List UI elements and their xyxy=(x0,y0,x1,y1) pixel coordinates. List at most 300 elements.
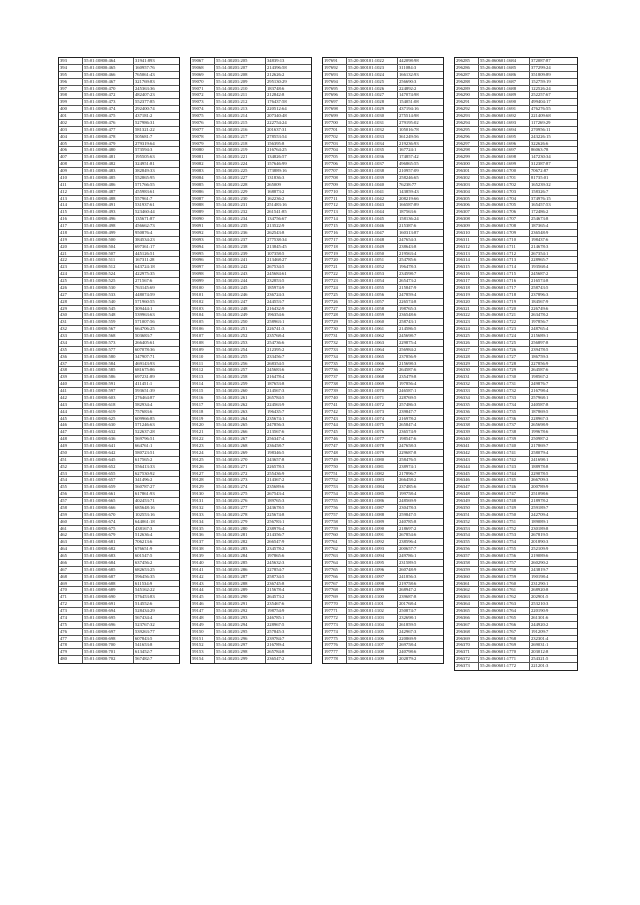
table-cell-amt: 437181:2 xyxy=(135,113,153,118)
table-cell-amt: 611534:9 xyxy=(135,580,153,586)
table-row xyxy=(455,361,577,368)
table-cell-ts: 55:26:060601:1736 xyxy=(479,416,530,422)
table-cell-id: 438 xyxy=(59,367,83,373)
table-cell-amt: 249786:1 xyxy=(399,553,417,558)
table-cell-amt: 135671:87 xyxy=(135,216,155,222)
table-cell-ts: 55:20:300101:1058 xyxy=(347,306,398,312)
table-cell-ts: 55:14:30201:263 xyxy=(215,409,266,415)
table-cell-amt: 173889:16 xyxy=(267,168,287,173)
table-cell-ts: 55:01:10800:545 xyxy=(83,306,134,312)
table-cell-id: 296290 xyxy=(455,92,479,98)
table-cell-id: 59151 xyxy=(191,636,215,642)
table-cell-amt: 239784:7 xyxy=(267,635,285,641)
table-cell-amt: 682653:25 xyxy=(135,566,155,572)
table-cell-ts: 55:14:30201:297 xyxy=(215,642,266,648)
table-row xyxy=(191,498,311,505)
table-cell-id: 296350 xyxy=(455,505,479,511)
table-cell-amt: 321769:83 xyxy=(135,78,155,84)
table-cell-amt: 270956:11 xyxy=(531,126,551,132)
table-cell-ts: 55:20:300101:1069 xyxy=(347,381,398,387)
table-cell-ts: 55:26:060601:1722 xyxy=(479,319,530,325)
table-row xyxy=(323,354,443,361)
table-cell-id: 197766 xyxy=(323,574,347,580)
table-cell-ts: 55:20:300101:1071 xyxy=(347,395,398,401)
table-cell-ts: 55:14:30201:285 xyxy=(215,560,266,566)
table-row xyxy=(455,629,577,636)
table-cell-amt: 539263:77 xyxy=(135,628,155,634)
table-cell-ts: 55:20:300101:1028 xyxy=(347,99,398,105)
table-cell-id: 197707 xyxy=(323,168,347,174)
table-cell-amt: 239478:5 xyxy=(531,346,549,352)
table-cell-ts: 55:26:060601:1737 xyxy=(479,422,530,428)
table-cell-id: 197706 xyxy=(323,161,347,167)
table-cell-ts: 55:26:060601:1720 xyxy=(479,306,530,312)
table-cell-amt: 245683:6 xyxy=(267,367,285,373)
table-cell-amt: 245698:7 xyxy=(399,333,417,338)
table-row xyxy=(191,374,311,381)
table-cell-ts: 55:20:300101:1094 xyxy=(347,553,398,559)
table-cell-ts: 55:20:300101:1082 xyxy=(347,471,398,477)
table-cell-ts: 55:01:10800:691 xyxy=(83,601,134,607)
table-cell-amt: 226749:6 xyxy=(531,305,549,311)
table-cell-amt: 258079:4 xyxy=(531,449,549,455)
table-row xyxy=(455,182,577,189)
table-row xyxy=(191,86,311,93)
table-cell-id: 296337 xyxy=(455,416,479,422)
table-cell-id: 197774 xyxy=(323,629,347,635)
table-row xyxy=(455,567,577,574)
table-cell-ts: 55:01:10800:476 xyxy=(83,120,134,126)
table-cell-amt: 269031:1 xyxy=(531,642,549,648)
table-cell-ts: 55:01:10800:675 xyxy=(83,526,134,532)
table-row xyxy=(323,292,443,299)
table-row xyxy=(59,237,179,244)
table-row xyxy=(323,72,443,79)
table-cell-id: 197717 xyxy=(323,237,347,243)
table-row xyxy=(59,491,179,498)
table-cell-amt: 607078:36 xyxy=(135,346,155,352)
table-cell-id: 296298 xyxy=(455,147,479,153)
table-row xyxy=(455,512,577,519)
table-cell-amt: 200657:7 xyxy=(399,546,417,552)
table-cell-ts: 55:20:300101:1068 xyxy=(347,374,398,380)
table-cell-ts: 55:26:060601:1757 xyxy=(479,560,530,566)
table-cell-amt: 236458:7 xyxy=(267,443,285,448)
table-cell-id: 197701 xyxy=(323,127,347,133)
table-cell-id: 296366 xyxy=(455,615,479,621)
table-cell-ts: 55:20:300101:1090 xyxy=(347,526,398,532)
table-cell-amt: 247856:3 xyxy=(267,422,285,428)
table-cell-amt: 503683:7 xyxy=(135,333,153,338)
table-row xyxy=(323,402,443,409)
table-cell-ts: 55:26:060601:1701 xyxy=(479,175,530,181)
table-cell-ts: 55:26:060601:1695 xyxy=(479,134,530,140)
table-row xyxy=(59,395,179,402)
table-cell-ts: 55:01:10800:694 xyxy=(83,608,134,614)
table-row xyxy=(455,230,577,237)
table-cell-id: 197742 xyxy=(323,409,347,415)
table-cell-id: 197740 xyxy=(323,395,347,401)
table-cell-id: 403 xyxy=(59,127,83,133)
table-cell-ts: 55:20:300101:1072 xyxy=(347,402,398,408)
table-row xyxy=(455,257,577,264)
table-cell-amt: 243678:5 xyxy=(267,504,285,510)
table-cell-id: 59131 xyxy=(191,498,215,504)
table-cell-ts: 55:26:060601:1765 xyxy=(479,615,530,621)
table-cell-id: 296362 xyxy=(455,587,479,593)
table-cell-ts: 55:26:060601:1730 xyxy=(479,374,530,380)
table-cell-amt: 279319:64 xyxy=(135,140,155,146)
table-cell-id: 197757 xyxy=(323,512,347,518)
table-cell-ts: 55:26:060601:1760 xyxy=(479,581,530,587)
table-cell-id: 197768 xyxy=(323,587,347,593)
table-cell-id: 468 xyxy=(59,574,83,580)
table-cell-ts: 55:26:060601:1689 xyxy=(479,92,530,98)
table-cell-amt: 216478:4 xyxy=(267,374,285,380)
table-cell-id: 296331 xyxy=(455,374,479,380)
table-row xyxy=(455,422,577,429)
table-row xyxy=(323,594,443,601)
table-cell-id: 197715 xyxy=(323,223,347,229)
table-row xyxy=(323,141,443,148)
table-cell-id: 296341 xyxy=(455,443,479,449)
table-cell-amt: 237485:6 xyxy=(399,484,417,490)
table-cell-amt: 152759:19 xyxy=(531,78,551,84)
table-row xyxy=(455,594,577,601)
table-cell-amt: 195505:63 xyxy=(135,154,155,160)
table-cell-amt: 613452:7 xyxy=(135,649,153,655)
table-row xyxy=(455,202,577,209)
table-cell-id: 197719 xyxy=(323,251,347,257)
table-row xyxy=(455,127,577,134)
table-cell-ts: 55:14:30201:287 xyxy=(215,574,266,580)
table-cell-id: 296364 xyxy=(455,601,479,607)
table-cell-ts: 55:20:300101:1049 xyxy=(347,244,398,250)
table-cell-ts: 55:26:060601:1731 xyxy=(479,381,530,387)
table-cell-ts: 55:26:060601:1732 xyxy=(479,388,530,394)
table-cell-amt: 469143:93 xyxy=(135,360,155,366)
table-cell-id: 197761 xyxy=(323,539,347,545)
table-row xyxy=(59,72,179,79)
table-cell-ts: 55:26:060601:1751 xyxy=(479,519,530,525)
table-row xyxy=(59,285,179,292)
table-cell-id: 447 xyxy=(59,429,83,435)
table-row xyxy=(191,127,311,134)
table-cell-amt: 261541:85 xyxy=(267,209,287,215)
table-row xyxy=(455,326,577,333)
table-cell-id: 411 xyxy=(59,182,83,188)
table-cell-id: 59112 xyxy=(191,367,215,373)
table-cell-ts: 55:14:30201:295 xyxy=(215,629,266,635)
table-cell-id: 452 xyxy=(59,464,83,470)
table-row xyxy=(191,340,311,347)
table-row xyxy=(323,491,443,498)
table-row xyxy=(59,484,179,491)
table-cell-amt: 245684:61 xyxy=(267,271,287,277)
table-cell-ts: 55:26:060601:1747 xyxy=(479,491,530,497)
table-cell-id: 296354 xyxy=(455,532,479,538)
table-cell-id: 296318 xyxy=(455,285,479,291)
table-cell-amt: 476276:55 xyxy=(531,106,551,112)
table-row xyxy=(191,642,311,649)
table-cell-ts: 55:01:10800:496 xyxy=(83,216,134,222)
table-cell-ts: 55:14:30201:278 xyxy=(215,512,266,518)
table-cell-amt: 191209:7 xyxy=(531,628,549,634)
table-cell-ts: 55:01:10800:499 xyxy=(83,230,134,236)
table-row xyxy=(191,436,311,443)
table-cell-ts: 55:26:060601:1764 xyxy=(479,608,530,614)
table-cell-ts: 55:14:30201:241 xyxy=(215,257,266,263)
table-cell-amt: 402453:71 xyxy=(135,498,155,503)
table-cell-ts: 55:26:060601:1738 xyxy=(479,429,530,435)
table-cell-id: 296347 xyxy=(455,484,479,490)
table-cell-amt: 196478:3 xyxy=(399,264,417,270)
table-cell-id: 59068 xyxy=(191,65,215,71)
table-cell-id: 59116 xyxy=(191,395,215,401)
table-cell-ts: 55:26:060601:1739 xyxy=(479,436,530,442)
table-cell-ts: 55:26:060601:1716 xyxy=(479,278,530,284)
table-cell-amt: 258743:5 xyxy=(531,284,549,290)
table-cell-ts: 55:14:30201:249 xyxy=(215,312,266,318)
table-cell-id: 296328 xyxy=(455,354,479,360)
table-row xyxy=(191,92,311,99)
table-row xyxy=(323,182,443,189)
table-row xyxy=(59,209,179,216)
table-cell-amt: 219089:6 xyxy=(531,553,549,558)
table-cell-amt: 681675:86 xyxy=(135,367,155,373)
table-cell-ts: 55:01:10800:540 xyxy=(83,299,134,305)
table-row xyxy=(191,154,311,161)
table-row xyxy=(323,285,443,292)
table-row xyxy=(59,443,179,450)
table-cell-id: 465 xyxy=(59,553,83,559)
table-cell-amt: 256984:2 xyxy=(399,346,417,352)
table-cell-amt: 190198:4 xyxy=(531,573,549,579)
table-cell-ts: 55:20:300101:1064 xyxy=(347,347,398,353)
table-cell-ts: 55:01:10800:580 xyxy=(83,354,134,360)
table-cell-amt: 226578:3 xyxy=(267,463,285,469)
table-cell-amt: 167311:28 xyxy=(135,257,155,263)
table-row xyxy=(323,656,443,663)
table-cell-ts: 55:14:30201:239 xyxy=(215,251,266,257)
table-cell-id: 405 xyxy=(59,141,83,147)
table-cell-ts: 55:01:10800:491 xyxy=(83,202,134,208)
table-row xyxy=(191,106,311,113)
table-cell-ts: 55:26:060601:1727 xyxy=(479,354,530,360)
table-cell-ts: 55:20:300101:1093 xyxy=(347,546,398,552)
table-cell-ts: 55:26:060601:1686 xyxy=(479,72,530,78)
table-cell-ts: 55:01:10800:700 xyxy=(83,642,134,648)
table-cell-ts: 55:14:30201:296 xyxy=(215,636,266,642)
table-cell-ts: 55:14:30201:277 xyxy=(215,505,266,511)
table-cell-amt: 160313:87 xyxy=(399,229,419,235)
table-row xyxy=(455,299,577,306)
table-row xyxy=(59,642,179,649)
table-cell-ts: 55:14:30201:260 xyxy=(215,388,266,394)
table-cell-ts: 55:01:10800:618 xyxy=(83,402,134,408)
table-row xyxy=(59,615,179,622)
table-cell-ts: 55:01:10800:567 xyxy=(83,326,134,332)
table-cell-ts: 55:20:300101:1046 xyxy=(347,223,398,229)
table-row xyxy=(323,560,443,567)
table-cell-id: 197732 xyxy=(323,340,347,346)
table-cell-amt: 158136:24 xyxy=(399,216,419,222)
table-cell-amt: 81735:01 xyxy=(531,174,549,180)
table-row xyxy=(323,374,443,381)
table-cell-ts: 55:01:10800:533 xyxy=(83,292,134,298)
table-cell-ts: 55:26:060601:1711 xyxy=(479,244,530,250)
table-cell-id: 416 xyxy=(59,216,83,222)
table-cell-amt: 384534:23 xyxy=(135,236,155,242)
table-row xyxy=(455,168,577,175)
table-cell-ts: 55:01:10800:573 xyxy=(83,340,134,346)
table-cell-id: 296314 xyxy=(455,257,479,263)
table-cell-amt: 252109:9 xyxy=(531,546,549,552)
table-cell-amt: 160957:76 xyxy=(135,64,155,70)
table-cell-ts: 55:20:300101:1096 xyxy=(347,567,398,573)
table-row xyxy=(59,422,179,429)
table-row xyxy=(59,594,179,601)
table-cell-id: 59124 xyxy=(191,450,215,456)
table-cell-amt: 258476:5 xyxy=(399,456,417,462)
table-cell-id: 478 xyxy=(59,642,83,648)
table-row xyxy=(323,395,443,402)
table-cell-ts: 55:20:300101:1038 xyxy=(347,168,398,174)
table-row xyxy=(59,553,179,560)
table-cell-amt: 215847:9 xyxy=(399,284,417,290)
table-cell-amt: 256690:3 xyxy=(399,78,417,84)
table-row xyxy=(323,278,443,285)
table-cell-amt: 197856:4 xyxy=(399,381,417,387)
table-cell-id: 197728 xyxy=(323,312,347,318)
table-cell-id: 296333 xyxy=(455,388,479,394)
table-cell-amt: 442098:98 xyxy=(399,58,419,63)
table-cell-id: 59086 xyxy=(191,189,215,195)
table-cell-ts: 55:26:060601:1710 xyxy=(479,237,530,243)
table-cell-ts: 55:01:10800:493 xyxy=(83,209,134,215)
table-row xyxy=(191,567,311,574)
table-row xyxy=(191,58,311,65)
table-cell-ts: 55:01:10800:481 xyxy=(83,154,134,160)
table-cell-id: 59142 xyxy=(191,574,215,580)
table-cell-amt: 239847:7 xyxy=(399,408,417,414)
table-row xyxy=(191,312,311,319)
table-cell-amt: 231290:1 xyxy=(531,580,549,586)
table-cell-ts: 55:14:30201:264 xyxy=(215,416,266,422)
table-cell-id: 197753 xyxy=(323,484,347,490)
table-cell-ts: 55:14:30201:210 xyxy=(215,86,266,92)
table-cell-id: 446 xyxy=(59,422,83,428)
table-cell-ts: 55:01:10800:684 xyxy=(83,560,134,566)
table-row xyxy=(323,65,443,72)
table-row xyxy=(59,409,179,416)
table-cell-ts: 55:20:300101:1061 xyxy=(347,326,398,332)
table-row xyxy=(323,546,443,553)
table-cell-amt: 255436:9 xyxy=(267,470,285,476)
table-cell-ts: 55:26:060601:1729 xyxy=(479,367,530,373)
table-cell-amt: 268947:2 xyxy=(399,587,417,593)
table-cell-amt: 258963:1 xyxy=(267,319,285,325)
table-row xyxy=(323,99,443,106)
table-cell-amt: 143859:43 xyxy=(399,188,419,194)
table-cell-amt: 264573:2 xyxy=(267,594,285,600)
table-cell-amt: 234578:2 xyxy=(267,546,285,552)
table-cell-ts: 55:20:300101:1074 xyxy=(347,416,398,422)
table-row xyxy=(323,127,443,134)
table-cell-ts: 55:01:10800:657 xyxy=(83,477,134,483)
table-cell-id: 296294 xyxy=(455,120,479,126)
table-row xyxy=(455,292,577,299)
table-cell-ts: 55:20:300101:1034 xyxy=(347,141,398,147)
table-row xyxy=(455,319,577,326)
table-row xyxy=(191,656,311,663)
table-cell-ts: 55:01:10800:591 xyxy=(83,381,134,387)
table-cell-id: 296368 xyxy=(455,629,479,635)
table-cell-id: 197733 xyxy=(323,347,347,353)
table-cell-ts: 55:26:060601:1702 xyxy=(479,182,530,188)
table-cell-ts: 55:01:10800:504 xyxy=(83,244,134,250)
table-cell-amt: 617565:2 xyxy=(135,456,153,462)
table-cell-ts: 55:20:300101:1051 xyxy=(347,257,398,263)
table-cell-ts: 55:20:300101:1088 xyxy=(347,512,398,518)
table-row xyxy=(455,65,577,72)
table-row xyxy=(323,161,443,168)
table-cell-id: 296306 xyxy=(455,202,479,208)
table-cell-ts: 55:20:300101:1101 xyxy=(347,601,398,607)
table-cell-ts: 55:26:060601:1703 xyxy=(479,189,530,195)
table-row xyxy=(191,306,311,313)
table-cell-amt: 664761:1 xyxy=(135,443,153,448)
table-cell-amt: 266547:9 xyxy=(267,539,285,545)
table-cell-id: 197703 xyxy=(323,141,347,147)
table-cell-id: 296293 xyxy=(455,113,479,119)
table-row xyxy=(191,471,311,478)
table-row xyxy=(323,244,443,251)
table-cell-ts: 55:14:30201:224 xyxy=(215,161,266,167)
table-cell-amt: 265473:2 xyxy=(399,278,417,283)
table-cell-id: 296308 xyxy=(455,216,479,222)
table-cell-amt: 292400:74 xyxy=(135,106,155,112)
table-cell-ts: 55:20:300101:1087 xyxy=(347,505,398,511)
table-cell-id: 469 xyxy=(59,581,83,587)
table-row xyxy=(323,154,443,161)
table-cell-ts: 55:20:300101:1041 xyxy=(347,189,398,195)
table-cell-ts: 55:14:30201:283 xyxy=(215,546,266,552)
table-cell-id: 59083 xyxy=(191,168,215,174)
table-row xyxy=(191,168,311,175)
table-cell-ts: 55:20:300101:1100 xyxy=(347,594,398,600)
table-cell-ts: 55:14:30201:238 xyxy=(215,244,266,250)
table-cell-amt: 201890:3 xyxy=(531,539,549,545)
table-cell-ts: 55:14:30201:299 xyxy=(215,656,266,663)
table-cell-id: 296311 xyxy=(455,237,479,243)
table-cell-ts: 55:01:10800:674 xyxy=(83,519,134,525)
table-cell-ts: 55:20:300101:1109 xyxy=(347,656,398,663)
table-cell-id: 59088 xyxy=(191,202,215,208)
table-cell-amt: 219563:4 xyxy=(399,250,417,256)
table-row xyxy=(455,622,577,629)
table-cell-amt: 261859:5 xyxy=(399,621,417,627)
table-cell-amt: 199678:6 xyxy=(531,429,549,435)
table-cell-amt: 221201:3 xyxy=(531,663,549,668)
table-cell-ts: 55:14:30201:254 xyxy=(215,347,266,353)
table-cell-amt: 266709:3 xyxy=(531,477,549,483)
table-cell-id: 59128 xyxy=(191,477,215,483)
table-cell-ts: 55:01:10800:632 xyxy=(83,429,134,435)
table-cell-amt: 213522:9 xyxy=(267,223,285,228)
table-cell-amt: 189765:3 xyxy=(267,498,285,503)
table-cell-ts: 55:20:300101:1081 xyxy=(347,464,398,470)
